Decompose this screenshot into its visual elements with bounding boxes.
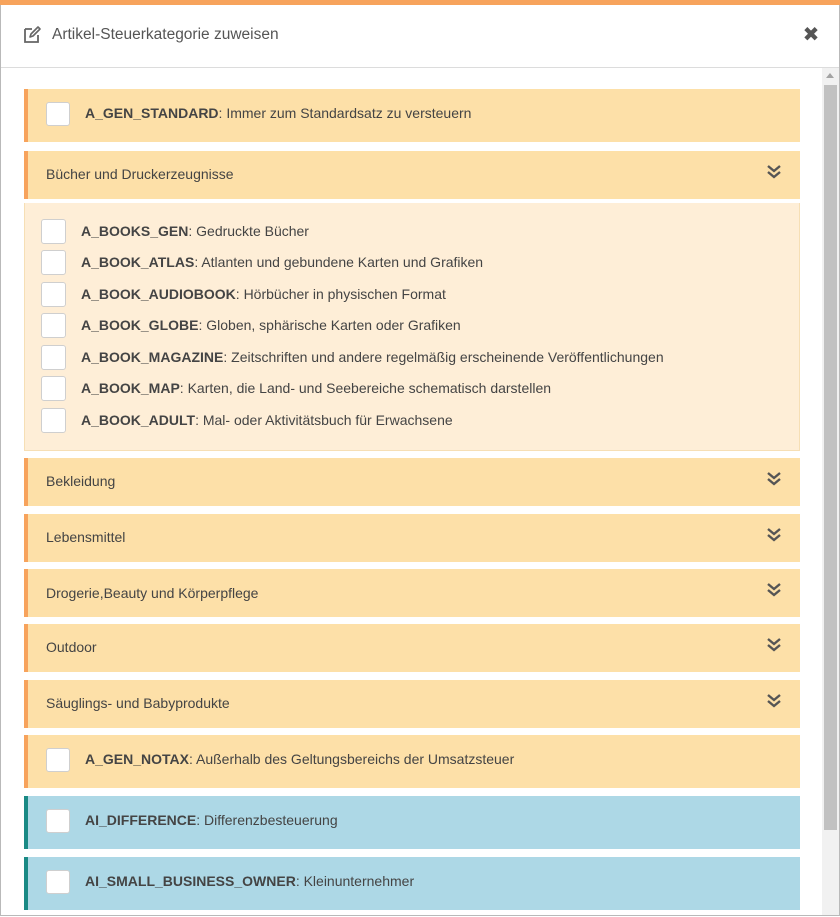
list-item[interactable]: A_BOOKS_GEN: Gedruckte Bücher (41, 219, 781, 245)
list-item[interactable]: A_BOOK_MAGAZINE: Zeitschriften und andere regelmäßig erscheinende Veröffentlichungen (41, 345, 781, 371)
option-ai-small-business-owner[interactable] (24, 857, 800, 910)
dialog-header (1, 5, 839, 68)
option-label: AI_SMALL_BUSINESS_OWNER: Kleinunternehmer (85, 873, 415, 889)
checkbox-gen-notax[interactable] (46, 748, 70, 772)
chevron-double-down-icon[interactable] (766, 582, 782, 598)
chevron-double-down-icon[interactable] (766, 471, 782, 487)
category-label: Säuglings- und Babyprodukte (46, 695, 230, 711)
category-label: Bekleidung (46, 473, 116, 489)
option-label: AI_DIFFERENCE: Differenzbesteuerung (85, 812, 338, 828)
checkbox[interactable] (41, 345, 66, 370)
list-item[interactable]: A_BOOK_MAP: Karten, die Land- und Seebereiche schematisch darstellen (41, 376, 781, 402)
category-label: Outdoor (46, 639, 97, 655)
option-ai-difference[interactable] (24, 796, 800, 849)
tax-category-dialog (0, 5, 840, 916)
category-baby-header[interactable] (24, 680, 800, 728)
option-gen-notax[interactable] (24, 735, 800, 788)
checkbox[interactable] (41, 313, 66, 338)
close-icon[interactable]: ✖ (802, 24, 820, 46)
chevron-double-down-icon[interactable] (766, 164, 782, 180)
checkbox-gen-standard[interactable] (46, 102, 70, 126)
checkbox[interactable] (41, 282, 66, 307)
dialog-title: Artikel-Steuerkategorie zuweisen (52, 26, 279, 43)
chevron-double-down-icon[interactable] (766, 527, 782, 543)
vertical-scrollbar[interactable] (822, 68, 839, 915)
list-item[interactable]: A_BOOK_GLOBE: Globen, sphärische Karten oder Grafiken (41, 313, 781, 339)
option-gen-standard[interactable] (24, 89, 800, 142)
chevron-double-down-icon[interactable] (766, 693, 782, 709)
checkbox-ai-difference[interactable] (46, 809, 70, 833)
edit-icon (22, 25, 42, 45)
list-item[interactable]: A_BOOK_ATLAS: Atlanten und gebundene Karten und Grafiken (41, 250, 781, 276)
category-books-header[interactable] (24, 151, 800, 199)
category-lebensmittel-header[interactable] (24, 514, 800, 562)
category-label: Lebensmittel (46, 529, 126, 545)
scroll-up-arrow-icon[interactable] (826, 73, 834, 78)
list-item[interactable]: A_BOOK_AUDIOBOOK: Hörbücher in physischen Format (41, 282, 781, 308)
scrollbar-thumb[interactable] (824, 85, 837, 830)
list-item[interactable]: A_BOOK_ADULT: Mal- oder Aktivitätsbuch für Erwachsene (41, 408, 781, 434)
checkbox[interactable] (41, 250, 66, 275)
option-label: A_GEN_NOTAX: Außerhalb des Geltungsbereichs der Umsatzsteuer (85, 751, 515, 767)
category-label: Drogerie,Beauty und Körperpflege (46, 585, 259, 601)
checkbox[interactable] (41, 376, 66, 401)
checkbox[interactable] (41, 408, 66, 433)
checkbox-ai-small-business-owner[interactable] (46, 870, 70, 894)
option-label: A_GEN_STANDARD: Immer zum Standardsatz zu versteuern (85, 105, 472, 121)
checkbox[interactable] (41, 219, 66, 244)
dialog-body (1, 68, 821, 915)
chevron-double-down-icon[interactable] (766, 637, 782, 653)
category-label: Bücher und Druckerzeugnisse (46, 166, 234, 182)
category-outdoor-header[interactable] (24, 624, 800, 672)
category-bekleidung-header[interactable] (24, 458, 800, 506)
category-books-panel (24, 203, 800, 451)
category-drogerie-header[interactable] (24, 569, 800, 617)
